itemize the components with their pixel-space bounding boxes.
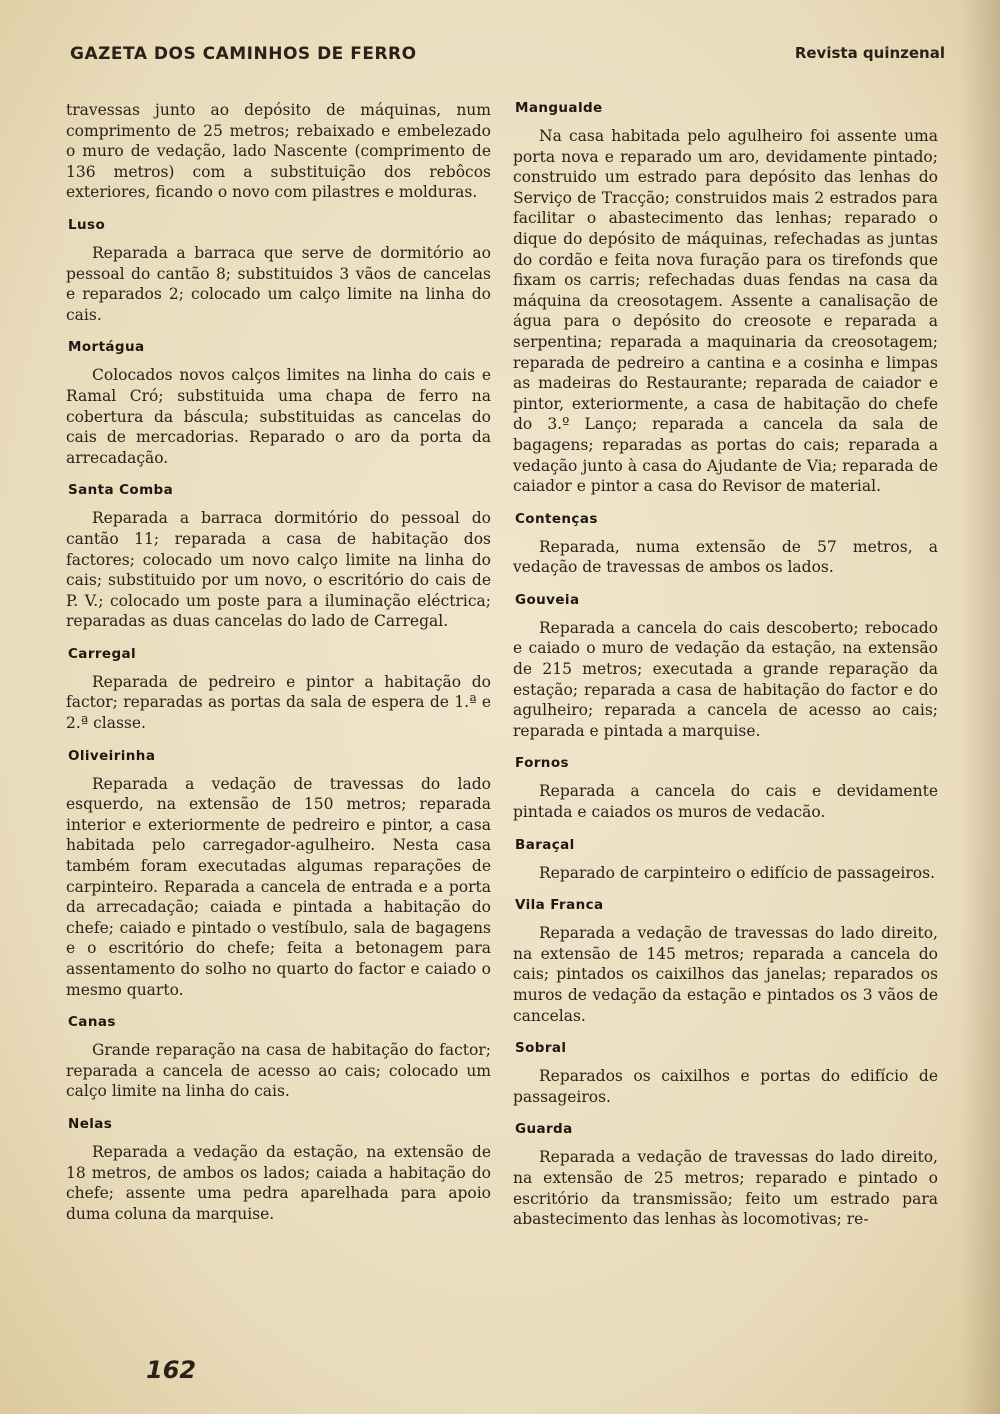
section-text: Reparados os caixilhos e portas do edifício de passageiros. xyxy=(513,1067,938,1106)
section-text: Reparada a barraca dormitório do pessoal do cantão 11; reparada a casa de habitação dos factores; colocado um novo calço limite na linha do cais; substituido por um novo, o escritório do cais de P. V.; colocado um poste para a iluminação eléctrica; reparadas as duas cancelas do lado de Carregal. xyxy=(66,509,491,631)
section-contencas xyxy=(513,511,938,578)
section-text: Reparada a vedação de travessas do lado esquerdo, na extensão de 150 metros; reparada interior e exteriormente de pedreiro e pintor, a casa habitada pelo carregador-agulheiro. Nesta casa também foram executadas algumas reparações de carpinteiro. Reparada a cancela de entrada e a porta da arrecadação; caiada e pintada a habitação do chefe; caiado e pintado o vestíbulo, sala de bagagens e o escritório do chefe; feita a betonagem para assentamento do solho no quarto do factor e caiado o mesmo quarto. xyxy=(66,774,491,999)
section-heading: Mortágua xyxy=(68,339,145,356)
section-heading: Fornos xyxy=(515,755,569,772)
section-heading: Carregal xyxy=(68,645,137,662)
section-mangualde xyxy=(513,100,938,497)
section-heading: Gouveia xyxy=(515,591,580,608)
section-text: Reparada a cancela do cais e devidamente pintada e caiados os muros de vedacão. xyxy=(513,782,938,822)
section-text: Reparado de carpinteiro o edifício de passageiros. xyxy=(539,863,935,882)
section-nelas xyxy=(66,1116,491,1224)
section-heading: Contenças xyxy=(515,510,598,527)
section-luso xyxy=(66,217,491,325)
section-oliveirinha xyxy=(66,748,491,1001)
section-fornos xyxy=(513,755,938,822)
publication-title: GAZETA DOS CAMINHOS DE FERRO xyxy=(70,44,417,64)
running-header xyxy=(70,42,945,72)
section-heading: Canas xyxy=(68,1014,116,1031)
section-heading: Mangualde xyxy=(515,100,603,116)
section-heading: Guarda xyxy=(515,1121,573,1138)
section-text: Reparada a barraca que serve de dormitório ao pessoal do cantão 8; substituidos 3 vãos de cancelas e reparados 2; colocado um calço limite na linha do cais. xyxy=(66,243,491,324)
section-carregal xyxy=(66,646,491,734)
section-text: Reparada a vedação de travessas do lado direito, na extensão de 145 metros; reparada a cancela do cais; pintados os caixilhos das janelas; reparados os muros de vedação da estação e pintados os 3 vãos de cancelas. xyxy=(513,924,938,1025)
section-canas xyxy=(66,1014,491,1102)
section-heading: Oliveirinha xyxy=(68,747,156,764)
section-heading: Luso xyxy=(68,216,106,233)
section-gouveia xyxy=(513,592,938,742)
section-heading: Nelas xyxy=(68,1115,113,1132)
section-sobral xyxy=(513,1040,938,1107)
section-baracal xyxy=(513,837,938,884)
section-text: Reparada, numa extensão de 57 metros, a vedação de travessas de ambos os lados. xyxy=(513,537,938,577)
section-mortagua xyxy=(66,339,491,468)
section-heading: Santa Comba xyxy=(68,482,174,499)
section-heading: Baraçal xyxy=(515,836,575,853)
section-text: Na casa habitada pelo agulheiro foi assente uma porta nova e reparado um aro, devidamente pintado; construido um estrado para depósito das lenhas do Serviço de Tracção; construidos mais 2 estrados para facilitar o abastecimento das lenhas; reparado o dique do depósito de máquinas, refechadas as juntas do cordão e feita nova furação para os tirefonds que fixam os carris; refechadas duas fendas na casa da máquina da creosotagem. Assente a canalisação de água para o depósito do creosote e reparada a serpentina; reparada a maquinaria da creosotagem; reparada de pedreiro a cantina e a cosinha e limpas as madeiras do Restaurante; reparada de caiador e pintor, exteriormente, a casa de habitação do chefe do 3.º Lanço; reparada a cancela da sala de bagagens; reparadas as portas do cais; reparada a vedação junto à casa do Ajudante de Via; reparada de caiador e pintor a casa do Revisor de material. xyxy=(513,127,938,496)
continued-paragraph: travessas junto ao depósito de máquinas, num comprimento de 25 metros; rebaixado e embelezado o muro de vedação, lado Nascente (comprimento de 136 metros) com a substituição dos rebôcos exteriores, ficando o novo com pilastres e molduras. xyxy=(66,101,491,202)
section-text: Reparada a vedação da estação, na extensão de 18 metros, de ambos os lados; caiada a habitação do chefe; assente uma pedra aparelhada para apoio duma coluna da marquise. xyxy=(66,1142,491,1223)
section-text: Reparada a vedação de travessas do lado direito, na extensão de 25 metros; reparado e pintado o escritório da transmissão; feito um estrado para abastecimento das lenhas às locomotivas; re- xyxy=(513,1148,938,1229)
left-column xyxy=(66,100,491,1224)
section-text: Reparada de pedreiro e pintor a habitação do factor; reparadas as portas da sala de espera de 1.ª e 2.ª classe. xyxy=(66,672,491,733)
section-heading: Sobral xyxy=(515,1040,567,1057)
section-vila-franca xyxy=(513,897,938,1026)
section-guarda xyxy=(513,1121,938,1229)
section-text: Reparada a cancela do cais descoberto; rebocado e caiado o muro de vedação da estação, na extensão de 215 metros; executada a grande reparação da estação; reparada a casa de habitação do factor e do agulheiro; reparada a cancela de acesso ao cais; reparada e pintada a marquise. xyxy=(513,618,938,740)
section-heading: Vila Franca xyxy=(515,897,604,914)
right-column xyxy=(513,100,938,1230)
section-text: Grande reparação na casa de habitação do factor; reparada a cancela de acesso ao cais; colocado um calço limite na linha do cais. xyxy=(66,1041,491,1101)
section-santa-comba xyxy=(66,482,491,632)
page-number: 162 xyxy=(146,1356,197,1384)
section-text: Colocados novos calços limites na linha do cais e Ramal Cró; substituida uma chapa de ferro na cobertura da báscula; substituidas as cancelas do cais de mercadorias. Reparado o aro da porta da arrecadação. xyxy=(66,366,491,467)
publication-subtitle: Revista quinzenal xyxy=(794,44,945,62)
